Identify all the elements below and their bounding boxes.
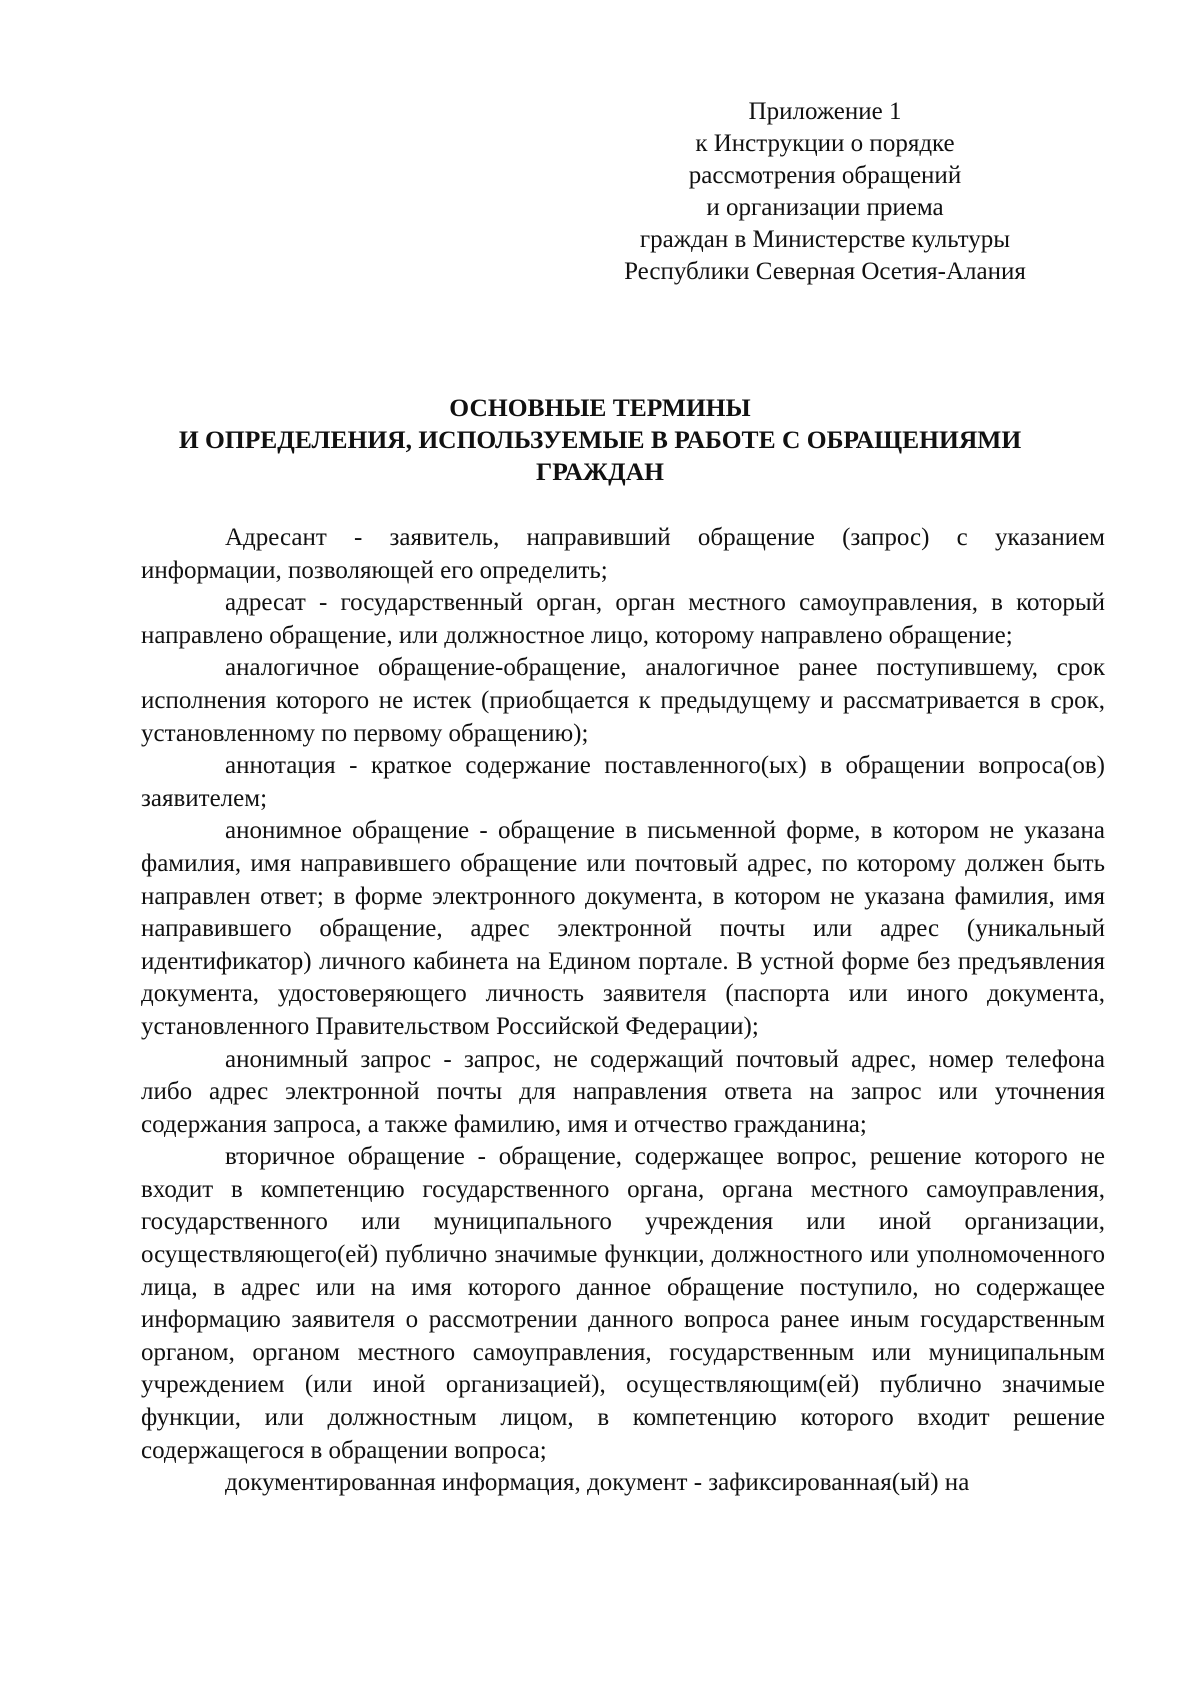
definition-paragraph: адресат - государственный орган, орган местного самоуправления, в который направлено обращение, или должностное лицо, которому направлено обращение;: [141, 589, 1105, 649]
appendix-line: граждан в Министерстве культуры: [639, 226, 1011, 253]
definition-paragraph: анонимный запрос - запрос, не содержащий почтовый адрес, номер телефона либо адрес электронной почты для направления ответа на запрос или уточнения содержания запроса, а также фамилию, имя и отчество гражданина;: [141, 1045, 1105, 1138]
document-body: [141, 522, 1105, 1500]
title-line: ОСНОВНЫЕ ТЕРМИНЫ: [449, 393, 751, 422]
definition-paragraph: Адресант - заявитель, направивший обращение (запрос) с указанием информации, позволяющей его определить;: [141, 524, 1105, 584]
definition-paragraph: вторичное обращение - обращение, содержащее вопрос, решение которого не входит в компетенцию государственного органа, органа местного самоуправления, государственного или муниципального учреждения или иной организации, осуществляющего(ей) публично значимые функции, должностного или уполномоченного лица, в адрес или на имя которого данное обращение поступило, но содержащее информацию заявителя о рассмотрении данного вопроса ранее иным государственным органом, органом местного самоуправления, государственным или муниципальным учреждением (или иной организацией), осуществляющим(ей) публично значимые функции, или должностным лицом, в компетенцию которого входит решение содержащегося в обращении вопроса;: [141, 1143, 1105, 1464]
appendix-line: Приложение 1: [748, 98, 902, 125]
appendix-header: [590, 96, 1060, 288]
appendix-line: и организации приема: [706, 194, 944, 221]
appendix-line: Республики Северная Осетия-Алания: [624, 258, 1026, 285]
title-line: ГРАЖДАН: [536, 457, 664, 486]
definition-paragraph: аналогичное обращение-обращение, аналогичное ранее поступившему, срок исполнения которого не истек (приобщается к предыдущему и рассматривается в срок, установленному по первому обращению);: [141, 654, 1105, 747]
definition-paragraph: анонимное обращение - обращение в письменной форме, в котором не указана фамилия, имя направившего обращение или почтовый адрес, по которому должен быть направлен ответ; в форме электронного документа, в котором не указана фамилия, имя направившего обращение, адрес электронной почты или адрес (уникальный идентификатор) личного кабинета на Едином портале. В устной форме без предъявления документа, удостоверяющего личность заявителя (паспорта или иного документа, установленного Правительством Российской Федерации);: [141, 817, 1105, 1040]
definition-paragraph: аннотация - краткое содержание поставленного(ых) в обращении вопроса(ов) заявителем;: [141, 752, 1105, 812]
title-line: И ОПРЕДЕЛЕНИЯ, ИСПОЛЬЗУЕМЫЕ В РАБОТЕ С ОБРАЩЕНИЯМИ: [178, 425, 1022, 454]
definition-paragraph: документированная информация, документ - зафиксированная(ый) на: [225, 1469, 970, 1497]
appendix-line: к Инструкции о порядке: [695, 130, 955, 157]
appendix-line: рассмотрения обращений: [688, 162, 962, 189]
document-title: [140, 392, 1060, 488]
